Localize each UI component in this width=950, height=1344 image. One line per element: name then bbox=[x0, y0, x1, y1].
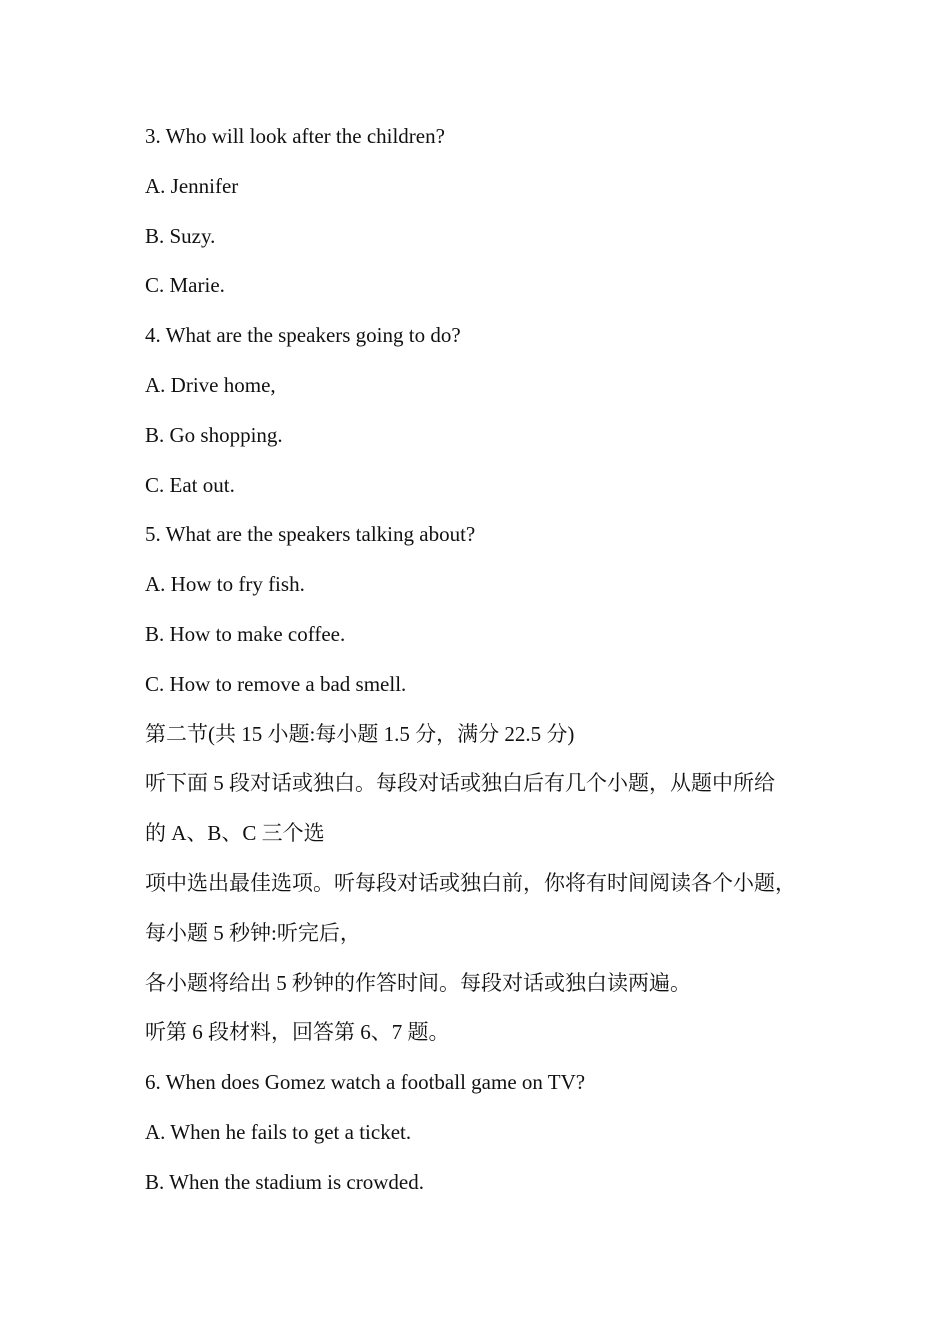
instructions-line-5: 各小题将给出 5 秒钟的作答时间。每段对话或独白读两遍。 bbox=[145, 970, 691, 995]
instructions-line-4: 每小题 5 秒钟:听完后， bbox=[145, 920, 361, 945]
question-5-option-c: C. How to remove a bad smell. bbox=[145, 671, 407, 696]
question-6-option-a: A. When he fails to get a ticket. bbox=[145, 1119, 412, 1144]
question-3-option-c: C. Marie. bbox=[145, 273, 225, 298]
question-5-option-b: B. How to make coffee. bbox=[145, 621, 346, 646]
question-4-option-c: C. Eat out. bbox=[145, 472, 235, 497]
section-heading: 第二节(共 15 小题:每小题 1.5 分，满分 22.5 分) bbox=[145, 721, 575, 746]
document-body bbox=[145, 118, 825, 1214]
question-4-option-b: B. Go shopping. bbox=[145, 422, 283, 447]
instructions-line-3: 项中选出最佳选项。听每段对话或独白前，你将有时间阅读各个小题， bbox=[145, 870, 796, 895]
question-3-option-b: B. Suzy. bbox=[145, 223, 216, 248]
question-3: 3. Who will look after the children? bbox=[145, 124, 445, 148]
question-3-option-a: A. Jennifer bbox=[145, 173, 239, 198]
question-6: 6. When does Gomez watch a football game on TV? bbox=[145, 1070, 586, 1095]
instructions-line-2: 的 A、B、C 三个选 bbox=[145, 821, 325, 846]
question-5: 5. What are the speakers talking about? bbox=[145, 522, 476, 547]
question-4-option-a: A. Drive home, bbox=[145, 372, 276, 397]
question-6-option-b: B. When the stadium is crowded. bbox=[145, 1169, 424, 1194]
material-6-instruction: 听第 6 段材料，回答第 6、7 题。 bbox=[145, 1020, 450, 1045]
question-4: 4. What are the speakers going to do? bbox=[145, 323, 461, 348]
instructions-line-1: 听下面 5 段对话或独白。每段对话或独白后有几个小题，从题中所给 bbox=[145, 771, 775, 796]
question-5-option-a: A. How to fry fish. bbox=[145, 572, 305, 597]
